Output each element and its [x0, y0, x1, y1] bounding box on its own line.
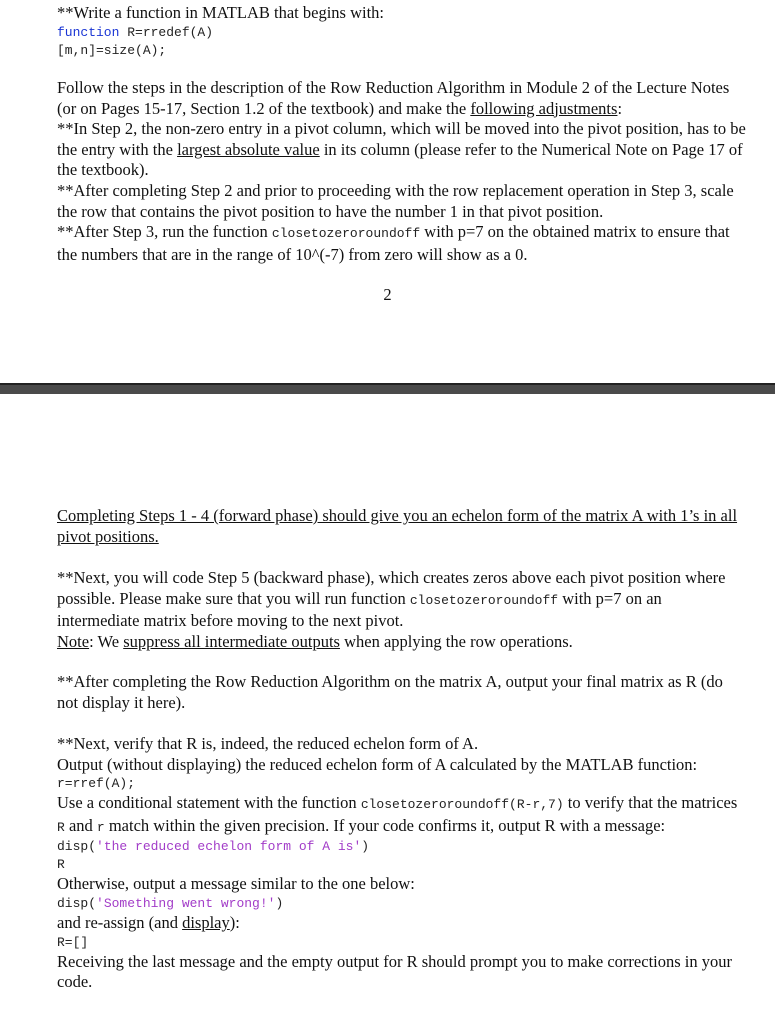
matrix-r-code: r: [96, 819, 105, 835]
following-adjustments-link[interactable]: following adjustments: [470, 98, 618, 118]
matrix-R-code: R: [57, 819, 65, 835]
code-line-function: [57, 24, 747, 42]
intro-text: **Write a function in MATLAB that begins with:: [57, 3, 384, 22]
disp-success-string: 'the reduced echelon form of A is': [96, 839, 362, 855]
completing-section: [57, 506, 747, 547]
otherwise-paragraph: Otherwise, output a message similar to the one below:: [57, 874, 415, 894]
follow-colon: :: [617, 98, 623, 118]
closetozero-code-2: closetozeroroundoff: [409, 592, 559, 608]
after3-paragraph: [57, 222, 747, 265]
display-link[interactable]: display: [182, 912, 230, 932]
disp-paren-2: ): [275, 895, 284, 911]
note-label: Note: [57, 631, 90, 651]
use-text: Use a conditional statement with the function: [57, 793, 361, 813]
disp-success-code: [57, 838, 747, 856]
after-completing-section: [57, 672, 747, 713]
code-keyword: function: [57, 24, 120, 40]
after3-text: **After Step 3, run the function: [57, 222, 272, 242]
step2-text: **In Step 2, the non-zero entry in a pivot column, which will be moved into the pivot position, has to be the entry with the: [57, 119, 746, 159]
follow-paragraph: [57, 78, 747, 119]
largest-absolute-value-link[interactable]: largest absolute value: [177, 139, 320, 159]
note-text: : We: [89, 631, 124, 651]
completing-paragraph: Completing Steps 1 - 4 (forward phase) should give you an echelon form of the matrix A with 1’s in all pivot positions.: [57, 506, 738, 546]
verify-section: [57, 734, 747, 993]
separator-shadow: [0, 383, 775, 385]
output-R-code: R: [57, 857, 65, 873]
note-paragraph: [57, 632, 747, 653]
document-page-1: [0, 0, 775, 383]
use-text-3: and: [64, 815, 97, 835]
intro-section: [57, 3, 747, 60]
disp-fn: disp(: [57, 839, 97, 855]
use-text-end: match within the given precision. If your code confirms it, output R with a message:: [104, 815, 666, 835]
disp-fn-2: disp(: [57, 895, 97, 911]
disp-error-code: [57, 895, 747, 913]
reassign-text-end: ):: [229, 912, 240, 932]
empty-R-code: R=[]: [57, 934, 89, 950]
closetozero-code: closetozeroroundoff: [271, 226, 421, 242]
after2-paragraph: **After completing Step 2 and prior to proceeding with the row replacement operation in Step 3, scale the row that contains the pivot position to have the number 1 in that pivot position.: [57, 180, 734, 221]
document-page-2: [0, 394, 775, 1024]
use-text-2: to verify that the matrices: [563, 793, 738, 813]
reassign-text: and re-assign (and: [57, 912, 183, 932]
page-separator: [0, 383, 775, 394]
instructions-section: [57, 78, 747, 265]
step2-paragraph: [57, 119, 747, 181]
disp-paren: ): [361, 839, 370, 855]
use-conditional-paragraph: [57, 793, 747, 838]
rref-code-line: r=rref(A);: [57, 776, 136, 792]
receiving-paragraph: Receiving the last message and the empty output for R should prompt you to make corrections in your code.: [57, 951, 732, 992]
verify-paragraph: **Next, verify that R is, indeed, the reduced echelon form of A.: [57, 734, 479, 753]
step5-text: **Next, you will code Step 5 (backward phase), which creates zeros above each pivot position where possible. Please make sure that you will run function: [57, 568, 726, 608]
page-number: 2: [383, 285, 392, 304]
after3-text-end: with p=7 on the obtained matrix to ensure that the numbers that are in the range of 10^(-7) from zero will show as a 0.: [57, 222, 730, 264]
output-paragraph: Output (without displaying) the reduced echelon form of A calculated by the MATLAB function:: [57, 754, 698, 774]
disp-error-string: 'Something went wrong!': [96, 895, 276, 911]
follow-text: Follow the steps in the description of the Row Reduction Algorithm in Module 2 of the Lecture Notes (or on Pages 15-17, Section 1.2 of the textbook) and make the: [57, 78, 730, 118]
suppress-outputs-link[interactable]: suppress all intermediate outputs: [123, 631, 340, 651]
code-line-size: [m,n]=size(A);: [57, 42, 167, 58]
closetozero-call-code: closetozeroroundoff(R-r,7): [360, 797, 564, 813]
step2-text-end: in its column (please refer to the Numerical Note on Page 17 of the textbook).: [57, 139, 743, 180]
step5-section: [57, 568, 747, 652]
note-text-end: when applying the row operations.: [339, 631, 573, 651]
reassign-paragraph: [57, 913, 747, 934]
step5-text-end: with p=7 on an intermediate matrix before moving to the next pivot.: [57, 588, 662, 631]
after-completing-paragraph: **After completing the Row Reduction Algorithm on the matrix A, output your final matrix as R (do not display it here).: [57, 672, 723, 712]
step5-paragraph: [57, 568, 747, 632]
code-signature: R=rredef(A): [119, 24, 214, 40]
